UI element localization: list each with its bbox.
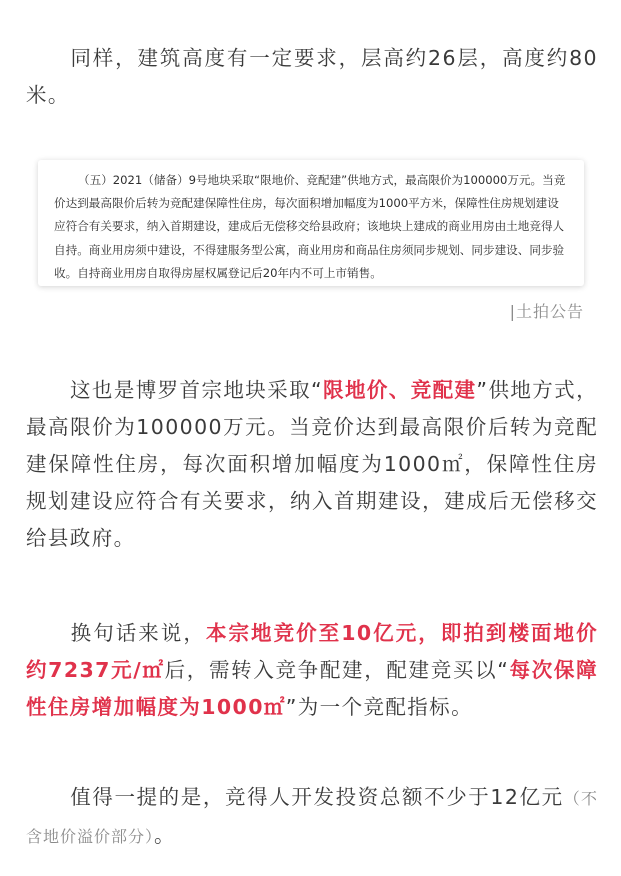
announcement-excerpt-image <box>38 160 584 286</box>
paragraph-building-height <box>26 40 598 114</box>
paragraph-supply-method <box>26 372 598 557</box>
paragraph-text: 同样，建筑高度有一定要求，层高约26层，高度约80米。 <box>26 46 598 107</box>
paragraph-text: 后，需转入竞争配建，配建竞买以“ <box>164 658 510 682</box>
paragraph-text: 这也是博罗首宗地块采取“ <box>70 378 324 402</box>
paragraph-in-other-words <box>26 615 598 726</box>
image-caption: |土拍公告 <box>509 302 584 321</box>
paragraph-investment <box>26 779 598 855</box>
paragraph-text: 换句话来说， <box>70 621 206 645</box>
paragraph-text: ”供地方式，最高限价为100000万元。当竞价达到最高限价后转为竞配建保障性住房，每次面积增加幅度为1000㎡，保障性住房规划建设应符合有关要求，纳入首期建设，建成后无偿移交给县政府。 <box>26 378 598 550</box>
announcement-text: （五）2021（储备）9号地块采取“限地价、竞配建”供地方式，最高限价为100000万元。当竞价达到最高限价后转为竞配建保障性住房，每次面积增加幅度为1000平方米，保障性住房规划建设应符合有关要求，纳入首期建设，建成后无偿移交给县政府；该地块上建成的商业用房由土地竞得人自持。商业用房须中建设，不得建服务型公寓，商业用房和商品住房须同步规划、同步建设、同步验收。自持商业用房自取得房屋权属登记后20年内不可上市销售。 <box>54 173 566 280</box>
highlight-text: 每次保障性住房增加幅度为1000㎡ <box>26 658 598 719</box>
highlight-text: 本宗地竞价至10亿元，即拍到楼面地价约7237元/㎡ <box>26 621 599 682</box>
paragraph-text: 。 <box>154 823 176 847</box>
highlight-text: 限地价、竞配建 <box>323 378 477 402</box>
note-text: （不含地价溢价部分） <box>26 789 598 846</box>
paragraph-text: ”为一个竞配指标。 <box>285 695 473 719</box>
paragraph-text: 值得一提的是，竞得人开发投资总额不少于12亿元 <box>70 785 564 809</box>
